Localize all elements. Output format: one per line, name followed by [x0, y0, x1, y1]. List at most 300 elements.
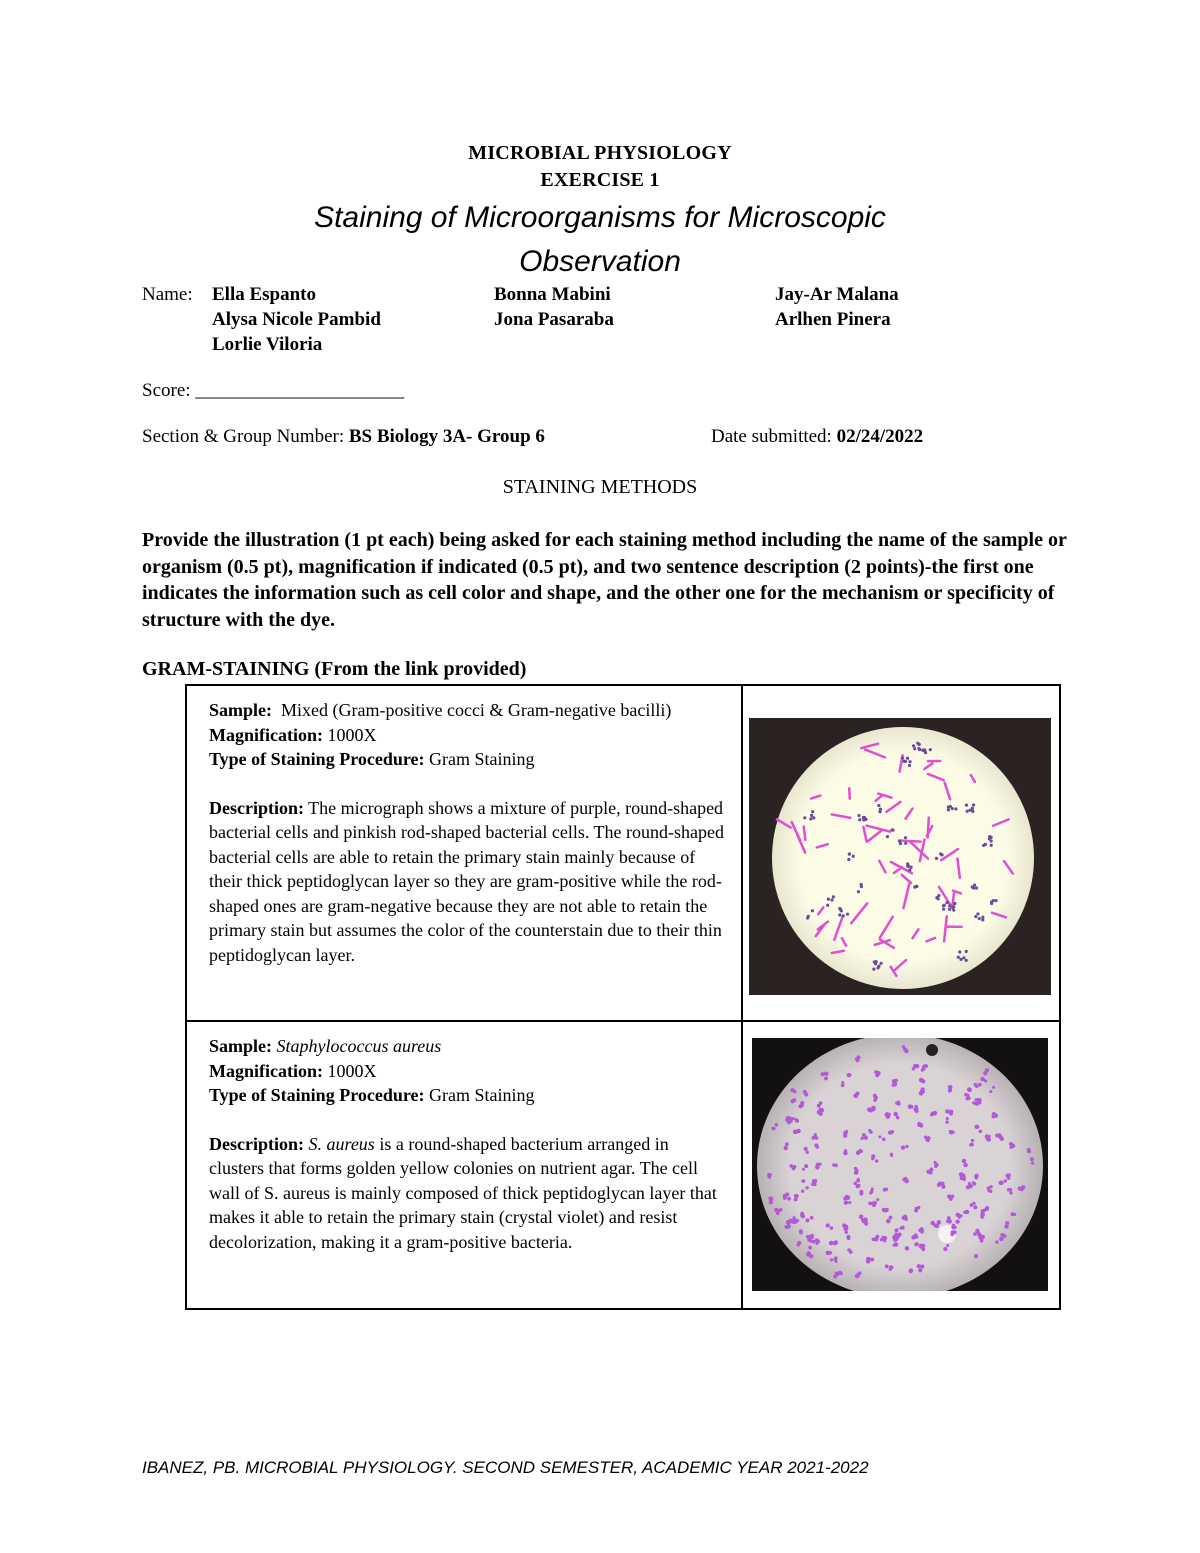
staph-cell	[1007, 1173, 1011, 1177]
staph-cell	[987, 1186, 990, 1189]
staph-cell	[951, 1230, 955, 1234]
staph-cell	[989, 1190, 992, 1193]
coccus-cell	[809, 817, 812, 820]
magnification-line	[209, 723, 727, 748]
staph-cell	[943, 1247, 947, 1251]
staph-cell	[921, 1087, 925, 1091]
staph-cell	[872, 1203, 876, 1207]
gram-mixed-micrograph	[749, 718, 1051, 995]
staph-cell	[815, 1136, 819, 1140]
staph-cell	[995, 1240, 999, 1244]
staph-cell	[792, 1098, 796, 1102]
coccus-cell	[959, 958, 962, 961]
staph-cell	[806, 1151, 809, 1154]
row-text-cell	[186, 685, 742, 1021]
instructions: Provide the illustration (1 pt each) being asked for each staining method including the name of the sample or organism (0.5 pt), magnification if indicated (0.5 pt), and two sentence description (2 points)-the first one indicates the information such as cell color and shape, and the other one for the mechanism or specificity of structure with the dye.	[142, 529, 1067, 631]
score-blank: ______________________	[195, 380, 405, 401]
staph-cell	[802, 1179, 805, 1182]
procedure-line	[209, 1083, 727, 1108]
staph-cell	[784, 1225, 788, 1229]
staph-cell	[970, 1203, 974, 1207]
staph-cell	[1030, 1157, 1034, 1161]
coccus-cell	[921, 749, 924, 752]
staph-cell	[908, 1104, 913, 1109]
staph-cell	[866, 1259, 871, 1264]
staph-cell	[856, 1179, 860, 1183]
staph-cell	[894, 1112, 898, 1116]
table-row	[186, 685, 1060, 1021]
staph-cell	[924, 1064, 928, 1068]
procedure-line	[209, 747, 727, 772]
coccus-cell	[962, 956, 965, 959]
staph-cell	[914, 1233, 917, 1236]
staph-cell	[844, 1225, 848, 1229]
staph-cell	[870, 1190, 874, 1194]
staph-cell	[905, 1145, 908, 1148]
coccus-cell	[886, 835, 889, 838]
sample-label: Sample:	[209, 700, 272, 720]
staph-cell	[889, 1265, 893, 1269]
coccus-cell	[872, 967, 875, 970]
staph-cell	[914, 1109, 918, 1113]
magnification-line	[209, 1059, 727, 1084]
staph-cell	[978, 1098, 982, 1102]
staph-cell	[878, 1135, 881, 1138]
staph-cell	[819, 1101, 822, 1104]
coccus-cell	[957, 956, 960, 959]
staph-cell	[861, 1218, 865, 1222]
staph-cell	[947, 1216, 951, 1220]
staph-cell	[1018, 1187, 1022, 1191]
staph-cell	[974, 1254, 978, 1258]
gram-staining-heading: GRAM-STAINING (From the link provided)	[142, 658, 527, 680]
staph-cell	[963, 1211, 966, 1214]
staph-cell	[941, 1185, 945, 1189]
staph-cell	[845, 1231, 848, 1234]
staph-cell	[945, 1120, 948, 1123]
member-name: Lorlie Viloria	[212, 334, 323, 355]
staph-cell	[875, 1159, 878, 1162]
coccus-cell	[990, 844, 993, 847]
staph-cell	[952, 1223, 955, 1226]
staph-cell	[889, 1131, 893, 1135]
coccus-cell	[974, 915, 977, 918]
staph-cell	[856, 1184, 860, 1188]
staph-cell	[890, 1154, 893, 1157]
coccus-cell	[874, 962, 877, 965]
staph-cell	[783, 1196, 787, 1200]
coccus-cell	[918, 743, 921, 746]
magnification-label: Magnification:	[209, 724, 323, 745]
staph-cell	[992, 1113, 996, 1117]
coccus-cell	[898, 840, 901, 843]
staph-cell	[904, 1047, 907, 1050]
staph-cell	[826, 1223, 830, 1227]
staph-cell	[999, 1237, 1003, 1241]
coccus-cell	[858, 818, 861, 821]
staph-cell	[889, 1216, 893, 1220]
coccus-cell	[857, 814, 860, 817]
staph-cell	[922, 1244, 926, 1248]
procedure-label: Type of Staining Procedure:	[209, 1085, 425, 1105]
staph-cell	[801, 1214, 805, 1218]
coccus-cell	[952, 905, 955, 908]
coccus-cell	[860, 883, 863, 886]
coccus-cell	[830, 898, 833, 901]
staph-cell	[869, 1130, 872, 1133]
score-field	[142, 380, 404, 402]
procedure-value: Gram Staining	[429, 749, 535, 769]
name-label: Name:	[142, 284, 193, 305]
staph-cell	[802, 1168, 805, 1171]
staph-cell	[975, 1102, 979, 1106]
staph-cell	[962, 1173, 966, 1177]
magnification-label: Magnification:	[209, 1060, 323, 1081]
staph-cell	[801, 1104, 804, 1107]
staph-cell	[797, 1241, 801, 1245]
staph-cell	[957, 1214, 960, 1217]
staph-cell	[974, 1083, 978, 1087]
staph-cell	[884, 1188, 888, 1192]
sample-line	[209, 698, 727, 723]
coccus-cell	[913, 747, 916, 750]
staph-cell	[794, 1194, 797, 1197]
staph-cell	[793, 1130, 798, 1135]
staph-cell	[962, 1159, 966, 1163]
magnification-value: 1000X	[327, 1060, 377, 1081]
exercise-number: EXERCISE 1	[540, 169, 660, 191]
staph-cell	[947, 1194, 951, 1198]
coccus-cell	[978, 917, 981, 920]
section-label: Section & Group Number:	[142, 426, 345, 447]
staph-cell	[992, 1086, 995, 1089]
coccus-cell	[965, 959, 968, 962]
staph-cell	[920, 1079, 923, 1082]
coccus-cell	[958, 950, 961, 953]
staph-cell	[824, 1072, 828, 1076]
procedure-label: Type of Staining Procedure:	[209, 749, 425, 769]
staph-cell	[1009, 1191, 1012, 1194]
coccus-cell	[811, 810, 814, 813]
staph-cell	[805, 1218, 809, 1222]
staph-cell	[801, 1189, 804, 1192]
coccus-cell	[904, 836, 907, 839]
staph-cell	[886, 1219, 891, 1224]
coccus-cell	[971, 810, 974, 813]
coccus-cell	[891, 828, 894, 831]
staph-cell	[897, 1100, 900, 1103]
staph-cell	[896, 1116, 900, 1120]
staph-cell	[984, 1079, 987, 1082]
coccus-cell	[972, 887, 975, 890]
staph-cell	[845, 1201, 848, 1204]
staph-cell	[849, 1074, 852, 1077]
staph-cell	[1010, 1212, 1014, 1216]
coccus-cell	[877, 804, 880, 807]
staph-cell	[917, 1123, 921, 1127]
staph-cell	[914, 1242, 918, 1246]
staph-cell	[905, 1247, 909, 1251]
staph-cell	[933, 1111, 938, 1116]
bacillus-cell	[804, 827, 806, 840]
staph-cell	[768, 1196, 772, 1200]
staph-cell	[949, 1111, 953, 1115]
staph-cell	[883, 1239, 886, 1242]
staph-cell	[909, 1268, 913, 1272]
coccus-cell	[992, 899, 995, 902]
staph-cell	[975, 1098, 978, 1101]
coccus-cell	[968, 809, 971, 812]
coccus-cell	[862, 817, 865, 820]
staph-cell	[792, 1218, 796, 1222]
member-name: Jona Pasaraba	[494, 309, 614, 330]
staph-cell	[855, 1169, 859, 1173]
sample-value: Mixed (Gram-positive cocci & Gram-negative bacilli)	[281, 700, 672, 720]
coccus-cell	[929, 748, 932, 751]
staph-cell	[901, 1226, 905, 1230]
coccus-cell	[935, 857, 938, 860]
staph-cell	[880, 1238, 883, 1241]
description-italic: S. aureus	[308, 1133, 375, 1154]
staph-cell	[948, 1085, 952, 1089]
staph-cell	[875, 1073, 879, 1077]
coccus-cell	[942, 908, 945, 911]
staph-cell	[848, 1201, 851, 1204]
coccus-cell	[966, 810, 969, 813]
staph-cell	[973, 1232, 976, 1235]
staph-cell	[967, 1096, 971, 1100]
staph-cell	[933, 1224, 937, 1228]
staph-cell	[920, 1265, 924, 1269]
date-submitted	[711, 426, 923, 448]
staph-cell	[810, 1216, 814, 1220]
staph-cell	[787, 1197, 791, 1201]
magnification-value: 1000X	[327, 724, 377, 745]
staph-cell	[978, 1083, 982, 1087]
coccus-cell	[838, 913, 841, 916]
table-row	[186, 1021, 1060, 1309]
staph-cell	[792, 1167, 796, 1171]
section-group	[142, 426, 545, 448]
coccus-cell	[880, 962, 883, 965]
staph-cell	[985, 1134, 989, 1138]
coccus-cell	[848, 853, 851, 856]
staph-cell	[807, 1238, 811, 1242]
staph-cell	[806, 1252, 810, 1256]
coccus-cell	[976, 912, 979, 915]
section-value: BS Biology 3A- Group 6	[348, 426, 545, 447]
staph-cell	[962, 1177, 966, 1181]
coccus-cell	[807, 915, 810, 918]
staph-cell	[794, 1197, 798, 1201]
coccus-cell	[876, 966, 879, 969]
staph-cell	[868, 1202, 871, 1205]
staph-cell	[830, 1226, 834, 1230]
coccus-cell	[826, 904, 829, 907]
title-line-1: Staining of Microorganisms for Microscopic	[314, 201, 886, 234]
staph-cell	[885, 1209, 888, 1212]
coccus-cell	[947, 805, 950, 808]
staph-cell	[859, 1149, 863, 1153]
score-label: Score:	[142, 380, 191, 401]
staph-cell	[1000, 1137, 1004, 1141]
coccus-cell	[982, 844, 985, 847]
staph-cell	[841, 1081, 844, 1084]
staph-cell	[918, 1268, 922, 1272]
staph-cell	[873, 1094, 877, 1098]
coccus-cell	[812, 816, 815, 819]
course-title: MICROBIAL PHYSIOLOGY	[468, 142, 732, 164]
staph-cell	[834, 1256, 838, 1260]
coccus-cell	[908, 760, 911, 763]
row-image-cell	[742, 1021, 1060, 1309]
description-label: Description:	[209, 1133, 304, 1154]
staph-cell	[915, 1105, 918, 1108]
coccus-cell	[910, 866, 913, 869]
staph-cell	[861, 1137, 864, 1140]
staph-cell	[841, 1084, 845, 1088]
staph-cell	[885, 1264, 889, 1268]
staph-cell	[901, 1146, 905, 1150]
staph-cell	[799, 1231, 803, 1235]
description-line	[209, 796, 727, 968]
staph-cell	[1031, 1161, 1034, 1164]
staph-cell	[815, 1145, 819, 1149]
description-value: The micrograph shows a mixture of purple, round-shaped bacterial cells and pinkish rod-shaped bacterial cells. The round-shaped bacterial cells are able to retain the primary stain mainly because of their thick peptidoglycan layer so they are gram-positive while the rod-shaped ones are gram-negative because they are not able to retain the primary stain but assumes the color of the counterstain due to their thin peptidoglycan layer.	[209, 797, 724, 965]
description-value: is a round-shaped bacterium arranged in clusters that forms golden yellow colonies on nutrient agar. The cell wall of S. aureus is mainly composed of thick peptidoglycan layer that makes it able to retain the primary stain (crystal violet) and resist decolorization, making it a gram-positive bacteria.	[209, 1133, 717, 1252]
title-line-2: Observation	[519, 245, 681, 278]
staph-cell	[945, 1109, 949, 1113]
coccus-cell	[951, 807, 954, 810]
staph-cell	[1003, 1234, 1007, 1238]
staph-cell	[843, 1150, 847, 1154]
coccus-cell	[981, 918, 984, 921]
staph-cell	[1007, 1189, 1010, 1192]
staph-cell	[845, 1195, 849, 1199]
staph-cell	[979, 1130, 983, 1134]
staph-cell	[917, 1264, 921, 1268]
staph-cell	[808, 1246, 811, 1249]
coccus-cell	[847, 858, 850, 861]
section-heading: STAINING METHODS	[502, 476, 698, 498]
staph-cell	[951, 1130, 954, 1133]
staph-cell	[795, 1118, 798, 1121]
staph-cell	[834, 1240, 838, 1244]
coccus-cell	[965, 950, 968, 953]
staph-cell	[892, 1244, 895, 1247]
staph-cell	[1027, 1148, 1031, 1152]
staph-cell	[816, 1240, 820, 1244]
staph-cell	[864, 1136, 868, 1140]
member-name: Arlhen Pinera	[775, 309, 891, 330]
staph-cell	[911, 1236, 915, 1240]
coccus-cell	[981, 916, 984, 919]
coccus-cell	[912, 744, 915, 747]
staph-cell	[845, 1130, 848, 1133]
staph-cell	[834, 1163, 838, 1167]
staph-cell	[1005, 1221, 1009, 1225]
staph-cell	[775, 1123, 778, 1126]
staph-cell	[980, 1215, 984, 1219]
staph-cell	[1009, 1146, 1012, 1149]
staph-cell	[785, 1142, 789, 1146]
staph-cell	[871, 1157, 874, 1160]
coccus-cell	[952, 909, 955, 912]
page-title	[0, 196, 1200, 284]
staph-cell	[828, 1251, 832, 1255]
staph-cell	[812, 1179, 816, 1183]
staph-cell	[946, 1117, 949, 1120]
coccus-cell	[832, 895, 835, 898]
staph-cell	[974, 1125, 979, 1130]
staph-cell	[836, 1272, 840, 1276]
coccus-cell	[903, 760, 906, 763]
coccus-cell	[948, 908, 951, 911]
staph-cell	[985, 1207, 989, 1211]
sample-value: Staphylococcus aureus	[276, 1036, 442, 1056]
staph-cell	[978, 1234, 982, 1238]
staph-cell	[1003, 1179, 1006, 1182]
staph-cell	[904, 1179, 908, 1183]
staph-cell	[972, 1181, 975, 1184]
staph-cell	[926, 1139, 929, 1142]
staph-cell	[892, 1083, 896, 1087]
staph-cell	[858, 1271, 862, 1275]
staph-cell	[864, 1221, 868, 1225]
staph-cell	[789, 1219, 793, 1223]
coccus-cell	[827, 898, 830, 901]
staph-cell	[915, 1064, 919, 1068]
staph-cell	[872, 1238, 876, 1242]
coccus-cell	[906, 865, 909, 868]
staph-cell	[830, 1258, 833, 1261]
coccus-cell	[940, 853, 943, 856]
staph-cell	[804, 1164, 808, 1168]
staph-cell	[989, 1090, 992, 1093]
staph-cell	[955, 1220, 959, 1224]
member-name: Jay-Ar Malana	[775, 284, 899, 305]
date-label: Date submitted:	[711, 426, 832, 447]
staph-cell	[805, 1186, 808, 1189]
staph-cell	[968, 1182, 971, 1185]
staph-cell	[854, 1094, 858, 1098]
staph-cell	[882, 1137, 886, 1141]
staph-cell	[824, 1076, 828, 1080]
staph-cell	[776, 1211, 780, 1215]
staph-cell	[811, 1234, 814, 1237]
coccus-cell	[879, 808, 882, 811]
procedure-value: Gram Staining	[429, 1085, 535, 1105]
coccus-cell	[972, 803, 975, 806]
staph-cell	[876, 1198, 879, 1201]
date-value: 02/24/2022	[836, 426, 924, 447]
staph-cell	[912, 1067, 915, 1070]
row-image-cell	[742, 685, 1060, 1021]
staph-cell	[904, 1218, 907, 1221]
coccus-cell	[913, 886, 916, 889]
staph-cell	[793, 1090, 796, 1093]
staph-cell	[915, 1207, 919, 1211]
staph-cell	[769, 1200, 773, 1204]
coccus-cell	[953, 902, 956, 905]
coccus-cell	[904, 842, 907, 845]
staph-cell	[786, 1116, 789, 1119]
staph-cell	[1000, 1181, 1004, 1185]
sample-label: Sample:	[209, 1036, 272, 1056]
staph-cell	[946, 1244, 949, 1247]
coccus-cell	[994, 899, 997, 902]
footer: IBANEZ, PB. MICROBIAL PHYSIOLOGY. SECOND SEMESTER, ACADEMIC YEAR 2021-2022	[142, 1458, 869, 1477]
